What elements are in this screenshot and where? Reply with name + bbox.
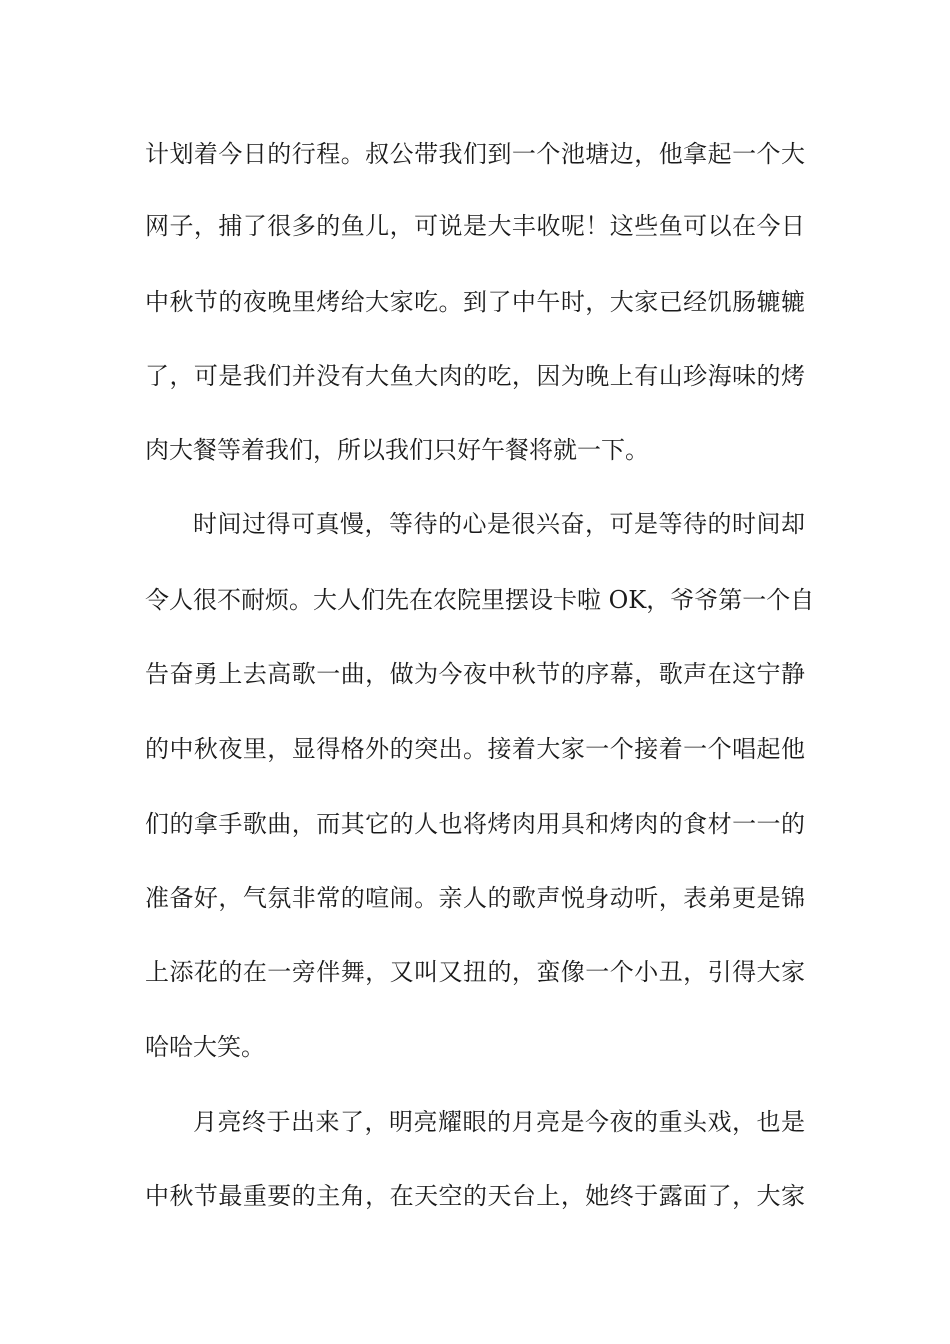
text-line: 计划着今日的行程。叔公带我们到一个池塘边，他拿起一个大 [145, 140, 805, 168]
text-line: 告奋勇上去高歌一曲，做为今夜中秋节的序幕，歌声在这宁静 [145, 660, 805, 688]
text-line: 哈哈大笑。 [145, 1033, 265, 1061]
text-line: 月亮终于出来了，明亮耀眼的月亮是今夜的重头戏，也是 [193, 1108, 805, 1136]
text-line: 中秋节的夜晚里烤给大家吃。到了中午时，大家已经饥肠辘辘 [145, 288, 805, 316]
text-line: 中秋节最重要的主角，在天空的天台上，她终于露面了，大家 [145, 1182, 805, 1210]
text-line: 令人很不耐烦。大人们先在农院里摆设卡啦 OK，爷爷第一个自 [145, 586, 815, 614]
text-line: 肉大餐等着我们，所以我们只好午餐将就一下。 [145, 436, 649, 464]
text-line: 的中秋夜里，显得格外的突出。接着大家一个接着一个唱起他 [145, 735, 805, 763]
text-line: 了，可是我们并没有大鱼大肉的吃，因为晚上有山珍海味的烤 [145, 362, 805, 390]
text-line: 们的拿手歌曲，而其它的人也将烤肉用具和烤肉的食材一一的 [145, 810, 805, 838]
text-line: 时间过得可真慢，等待的心是很兴奋，可是等待的时间却 [193, 510, 805, 538]
text-line: 网子，捕了很多的鱼儿，可说是大丰收呢！这些鱼可以在今日 [145, 212, 805, 240]
text-line: 准备好，气氛非常的喧闹。亲人的歌声悦身动听，表弟更是锦 [145, 884, 805, 912]
text-line: 上添花的在一旁伴舞，又叫又扭的，蛮像一个小丑，引得大家 [145, 958, 805, 986]
